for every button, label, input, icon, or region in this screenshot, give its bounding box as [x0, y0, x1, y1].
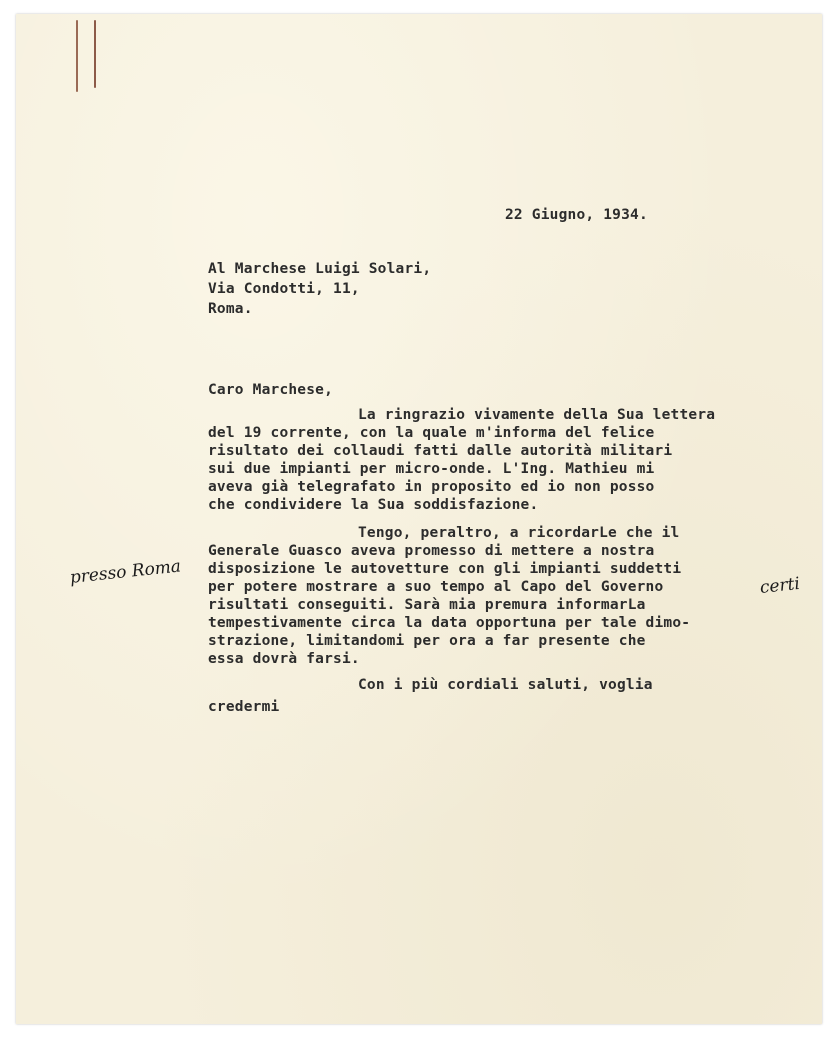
staple-mark — [76, 20, 78, 92]
paragraph-line: per potere mostrare a suo tempo al Capo del Governo — [208, 579, 664, 595]
address-line: Roma. — [208, 301, 253, 317]
handwritten-annotation-left: presso Roma — [68, 556, 182, 588]
paragraph-line: strazione, limitandomi per ora a far presente che — [208, 633, 646, 649]
paragraph-line: tempestivamente circa la data opportuna per tale dimo- — [208, 615, 691, 631]
address-line: Via Condotti, 11, — [208, 281, 360, 297]
salutation: Caro Marchese, — [208, 382, 334, 398]
paragraph-line: aveva già telegrafato in proposito ed io non posso — [208, 479, 655, 495]
paragraph-line: essa dovrà farsi. — [208, 651, 360, 667]
paragraph-line: risultato dei collaudi fatti dalle autorità militari — [208, 443, 673, 459]
paragraph-line: che condividere la Sua soddisfazione. — [208, 497, 539, 513]
paragraph-line: risultati conseguiti. Sarà mia premura informarLa — [208, 597, 646, 613]
letter-date: 22 Giugno, 1934. — [505, 207, 648, 223]
closing-line: Con i più cordiali saluti, voglia — [358, 677, 653, 693]
letter-sheet — [16, 14, 822, 1024]
handwritten-annotation-right: certi — [758, 573, 801, 598]
address-line: Al Marchese Luigi Solari, — [208, 261, 432, 277]
staple-mark — [94, 20, 96, 88]
paragraph-line: del 19 corrente, con la quale m'informa del felice — [208, 425, 655, 441]
paragraph-line: sui due impianti per micro-onde. L'Ing. Mathieu mi — [208, 461, 655, 477]
signoff-line: credermi — [208, 699, 280, 715]
paragraph-line: La ringrazio vivamente della Sua lettera — [358, 407, 716, 423]
paragraph-line: Generale Guasco aveva promesso di mettere a nostra — [208, 543, 655, 559]
paragraph-line: Tengo, peraltro, a ricordarLe che il — [358, 525, 680, 541]
paragraph-line: disposizione le autovetture con gli impianti suddetti — [208, 561, 682, 577]
